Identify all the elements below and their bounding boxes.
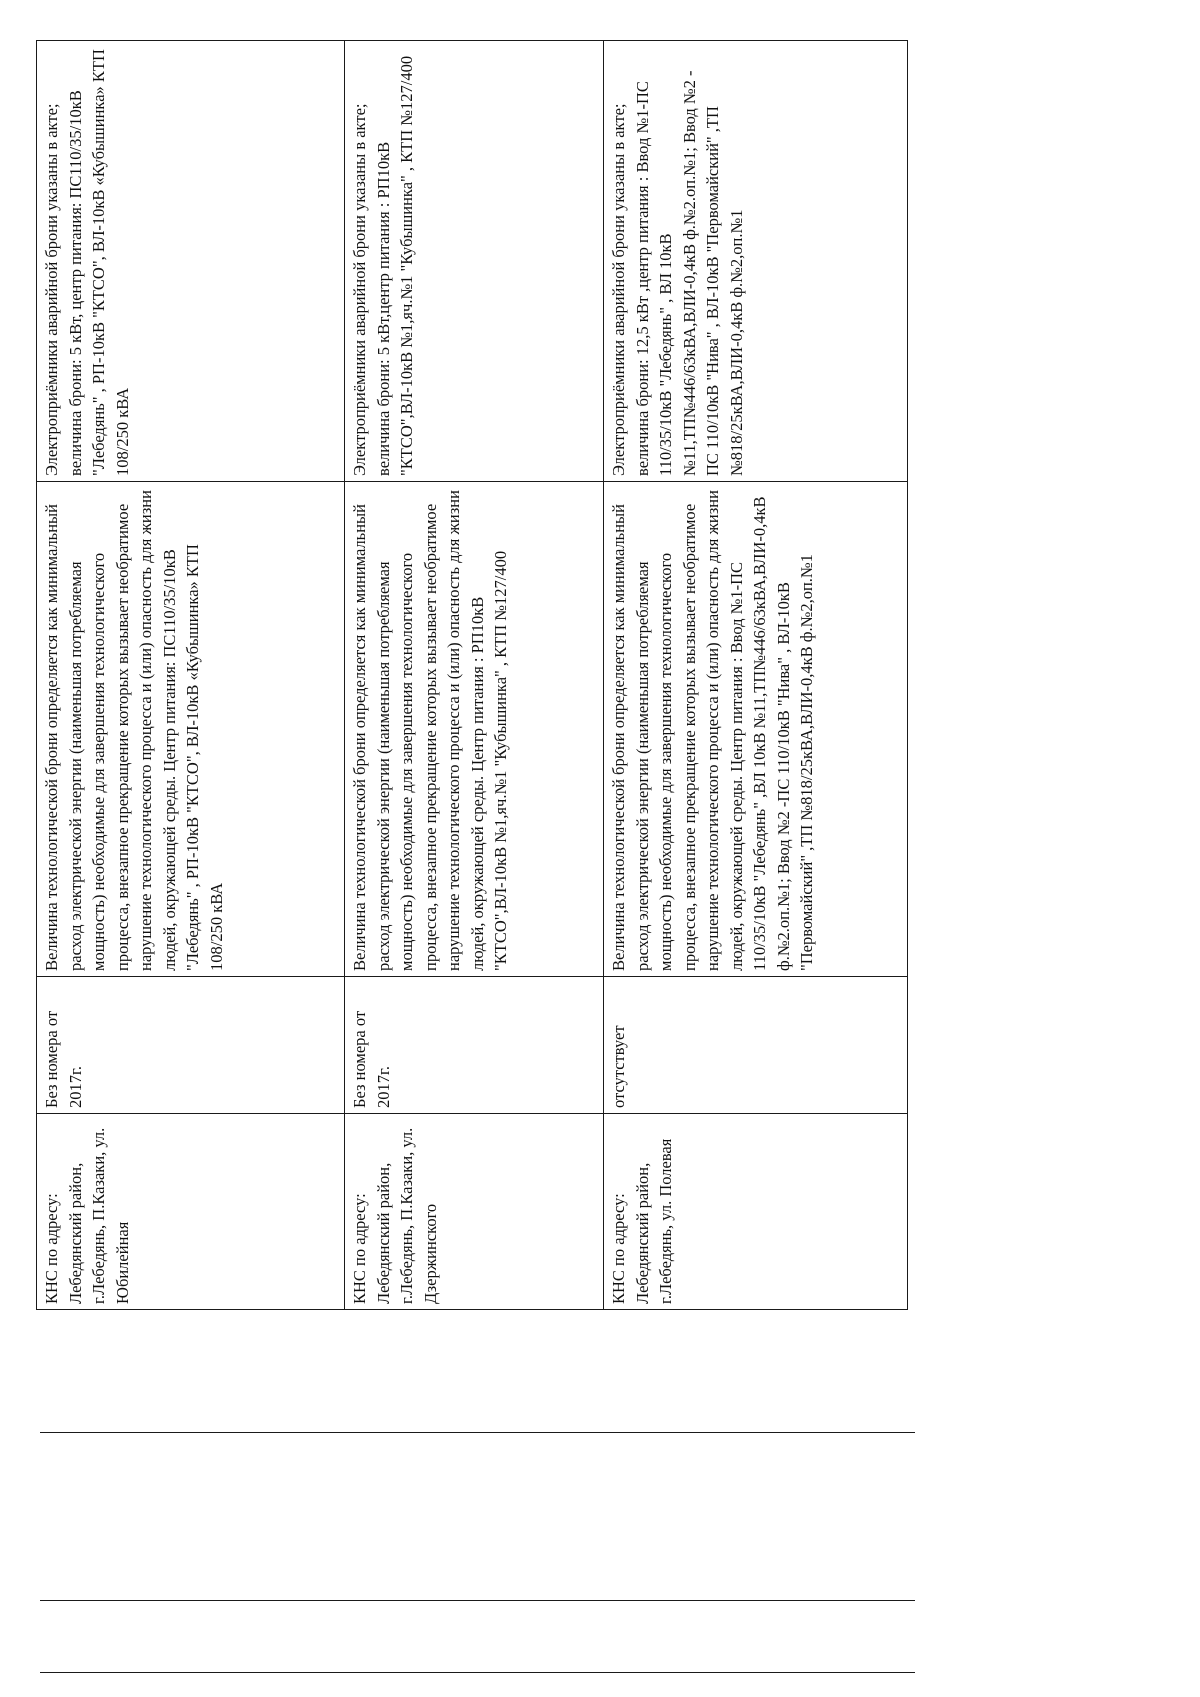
act-number-cell: Без номера от 2017г. <box>37 976 344 1113</box>
technological-reserve-cell: Величина технологической брони определяется как минимальный расход электрической энергии (наименьшая потребляемая мощность) необходимые для завершения технологического процесса, внезапное прекращение которых вызывает необратимое нарушение технологического процесса и (или) опасность для жизни людей, окружающей среды. Центр питания: ПС110/35/10кВ "Лебедянь" , РП-10кВ "КТСО", ВЛ-10кВ «Кубышинка» КТП 108/250 кВА <box>37 481 344 976</box>
table-row <box>345 40 604 1310</box>
horizontal-rule <box>40 1600 915 1601</box>
technological-reserve-cell: Величина технологической брони определяется как минимальный расход электрической энергии (наименьшая потребляемая мощность) необходимые для завершения технологического процесса, внезапное прекращение которых вызывает необратимое нарушение технологического процесса и (или) опасность для жизни людей, окружающей среды. Центр питания : Ввод №1-ПС 110/35/10кВ "Лебедянь" ,ВЛ 10кВ №11,ТП№446/63кВА,ВЛИ-0,4кВ ф.№2.оп.№1; Ввод №2 -ПС 110/10кВ "Нива" , ВЛ-10кВ "Первомайский" ,ТП №818/25кВА,ВЛИ-0,4кВ ф.№2,оп.№1 <box>604 481 907 976</box>
rotated-table <box>36 40 908 1310</box>
horizontal-rule <box>40 1672 915 1673</box>
technological-reserve-cell: Величина технологической брони определяется как минимальный расход электрической энергии (наименьшая потребляемая мощность) необходимые для завершения технологического процесса, внезапное прекращение которых вызывает необратимое нарушение технологического процесса и (или) опасность для жизни людей, окружающей среды. Центр питания : РП10кВ "КТСО",ВЛ-10кВ №1,яч.№1 "Кубышинка" , КТП №127/400 <box>345 481 603 976</box>
object-address-cell: КНС по адресу: Лебедянский район, г.Лебедянь, ул. Полевая <box>604 1113 907 1309</box>
table-row <box>604 40 908 1310</box>
horizontal-rule <box>40 1432 915 1433</box>
object-address-cell: КНС по адресу: Лебедянский район, г.Лебедянь, П.Казаки, ул. Дзержинского <box>345 1113 603 1309</box>
emergency-reserve-cell: Электроприёмники аварийной брони указаны в акте; величина брони: 12,5 кВт ,центр питания : Ввод №1-ПС 110/35/10кВ "Лебедянь" , ВЛ 10кВ №11,ТП№446/63кВА,ВЛИ-0,4кВ ф.№2.оп.№1; Ввод №2 - ПС 110/10кВ "Нива" , ВЛ-10кВ "Первомайский" ,ТП №818/25кВА,ВЛИ-0,4кВ ф.№2,оп.№1 <box>609 70 746 476</box>
emergency-reserve-cell: Электроприёмники аварийной брони указаны в акте; величина брони: 5 кВт, центр питания: ПС110/35/10кВ "Лебедянь" , РП-10кВ "КТСО", ВЛ-10кВ «Кубышинка» КТП 108/250 кВА <box>42 49 132 476</box>
table-row <box>36 40 345 1310</box>
act-number-cell: отсутствует <box>604 976 907 1113</box>
emergency-reserve-cell: Электроприёмники аварийной брони указаны в акте; величина брони: 5 кВт,центр питания : РП10кВ "КТСО",ВЛ-10кВ №1,яч.№1 "Кубышинка" , КТП №127/400 <box>350 55 416 476</box>
object-address-cell: КНС по адресу: Лебедянский район, г.Лебедянь, П.Казаки, ул. Юбилейная <box>37 1113 344 1309</box>
act-number-cell: Без номера от 2017г. <box>345 976 603 1113</box>
